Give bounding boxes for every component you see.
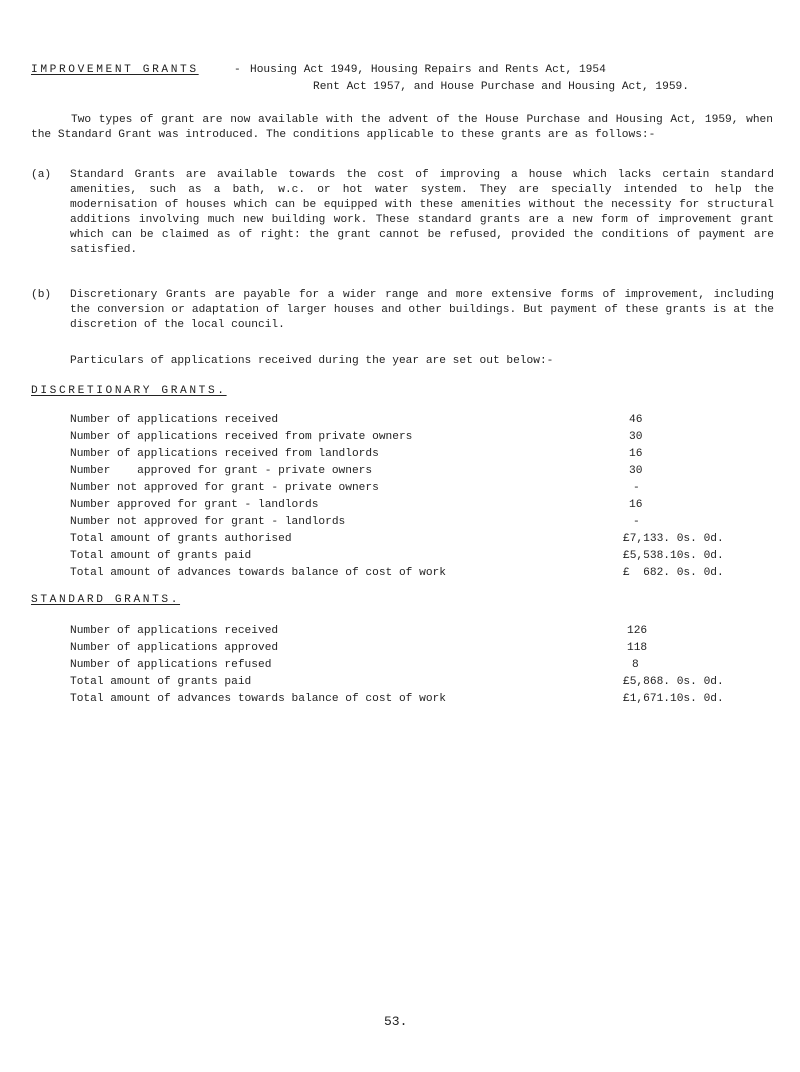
title-dash: - bbox=[234, 64, 241, 76]
row-label: Number of applications received bbox=[70, 625, 279, 637]
particulars-line: Particulars of applications received during the year are set out below:- bbox=[70, 355, 554, 367]
item-a-text: Standard Grants are available towards the cost of improving a house which lacks certain standard amenities, such as a bath, w.c. or hot water system. They are specially intended to help the modernisation of houses which can be equipped with these amenities without the necessity for structural additions involving much new building work. These standard grants are a new form of improvement grant which can be claimed as of right: the grant cannot be refused, provided the conditions of payment are satisfied. bbox=[70, 169, 774, 256]
page-number: 53. bbox=[384, 1014, 408, 1029]
table-row bbox=[70, 658, 710, 673]
row-value: 118 bbox=[627, 642, 648, 654]
row-value: £7,133. 0s. 0d. bbox=[623, 533, 724, 545]
row-value: 46 bbox=[629, 414, 643, 426]
row-value: 30 bbox=[629, 465, 643, 477]
table-row bbox=[70, 464, 710, 479]
table-row bbox=[70, 481, 710, 496]
discretionary-heading: DISCRETIONARY GRANTS. bbox=[31, 385, 227, 397]
row-value: £5,868. 0s. 0d. bbox=[623, 676, 724, 688]
row-value: £ 682. 0s. 0d. bbox=[623, 567, 724, 579]
row-value: - bbox=[633, 516, 640, 528]
intro-paragraph: Two types of grant are now available with the advent of the House Purchase and Housing Act, 1959, when the Standard Grant was introduced. The conditions applicable to these grants are as follows:- bbox=[31, 114, 773, 141]
row-value: 16 bbox=[629, 499, 643, 511]
item-b-marker: (b) bbox=[31, 289, 52, 301]
row-label: Number of applications received bbox=[70, 414, 279, 426]
standard-heading: STANDARD GRANTS. bbox=[31, 594, 181, 606]
table-row bbox=[70, 413, 710, 428]
row-label: Number approved for grant - private owners bbox=[70, 465, 373, 477]
table-row bbox=[70, 566, 724, 581]
row-label: Number approved for grant - landlords bbox=[70, 499, 319, 511]
row-label: Number of applications received from private owners bbox=[70, 431, 413, 443]
row-value: - bbox=[633, 482, 640, 494]
row-value: £1,671.10s. 0d. bbox=[623, 693, 724, 705]
row-value: £5,538.10s. 0d. bbox=[623, 550, 724, 562]
row-value: 16 bbox=[629, 448, 643, 460]
acts-line-1: Housing Act 1949, Housing Repairs and Rents Act, 1954 bbox=[250, 64, 606, 76]
table-row bbox=[70, 549, 724, 564]
row-label: Total amount of advances towards balance of cost of work bbox=[70, 567, 446, 579]
table-row bbox=[70, 430, 710, 445]
row-label: Number of applications refused bbox=[70, 659, 272, 671]
table-row bbox=[70, 692, 724, 707]
row-label: Total amount of grants paid bbox=[70, 676, 252, 688]
row-label: Number of applications approved bbox=[70, 642, 279, 654]
table-row bbox=[70, 498, 710, 513]
row-label: Number of applications received from landlords bbox=[70, 448, 379, 460]
row-value: 8 bbox=[632, 659, 639, 671]
table-row bbox=[70, 624, 710, 639]
section-title: IMPROVEMENT GRANTS bbox=[31, 64, 199, 76]
table-row bbox=[70, 641, 710, 656]
row-label: Total amount of grants paid bbox=[70, 550, 252, 562]
acts-line-2: Rent Act 1957, and House Purchase and Housing Act, 1959. bbox=[313, 81, 689, 93]
table-row bbox=[70, 447, 710, 462]
row-value: 126 bbox=[627, 625, 648, 637]
item-b-text: Discretionary Grants are payable for a wider range and more extensive forms of improvement, including the conversion or adaptation of larger houses and other buildings. But payment of these grants is at the discretion of the local council. bbox=[70, 289, 774, 331]
row-label: Number not approved for grant - private owners bbox=[70, 482, 379, 494]
table-row bbox=[70, 532, 724, 547]
item-a-marker: (a) bbox=[31, 169, 52, 181]
row-label: Total amount of advances towards balance of cost of work bbox=[70, 693, 446, 705]
row-label: Total amount of grants authorised bbox=[70, 533, 292, 545]
table-row bbox=[70, 675, 724, 690]
row-label: Number not approved for grant - landlords bbox=[70, 516, 346, 528]
row-value: 30 bbox=[629, 431, 643, 443]
table-row bbox=[70, 515, 710, 530]
